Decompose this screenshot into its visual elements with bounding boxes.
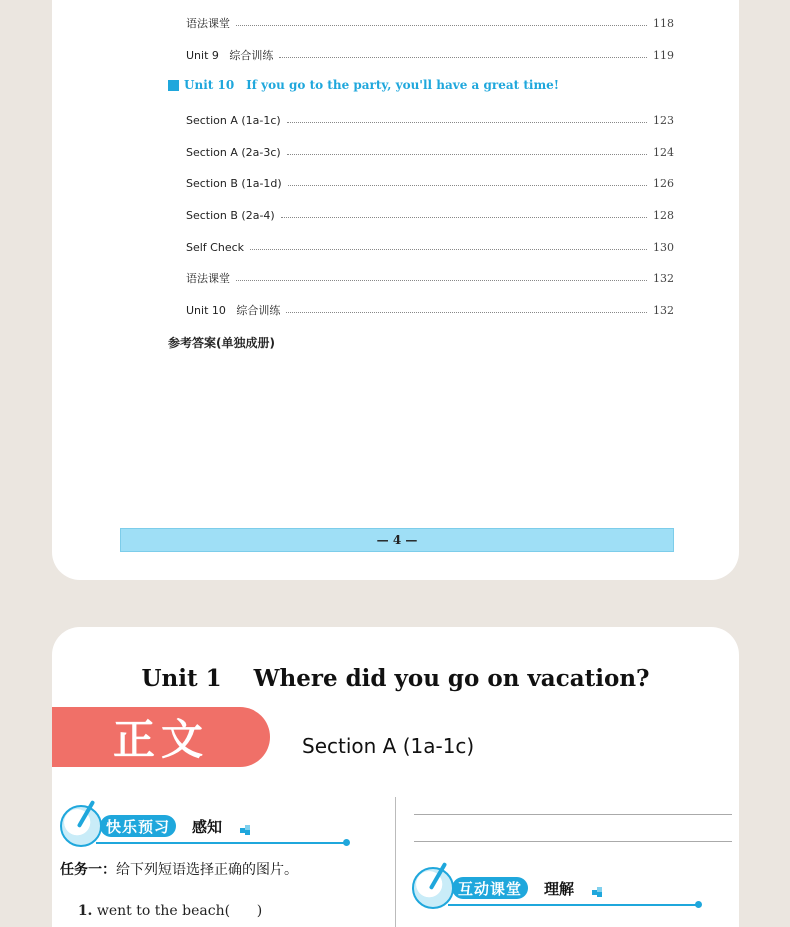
section-subtitle: Section A (1a-1c) [302, 734, 475, 758]
toc-row-label: Unit 10 综合训练 [186, 304, 281, 317]
preview-banner [60, 805, 350, 845]
leader-dots [281, 217, 647, 218]
leader-dots [279, 57, 647, 58]
toc-row-label: Section B (2a-4) [186, 208, 275, 222]
banner-tail: 理解 [544, 880, 575, 898]
column-divider [395, 797, 396, 927]
question-number: 1. [77, 903, 93, 919]
answer-line [414, 814, 732, 815]
banner-tail: 感知 [192, 818, 223, 836]
unit-title: If you go to the party, you'll have a great time! [246, 78, 560, 92]
question-text: went to the beach( ) [96, 903, 263, 919]
section-tab-label: 正文 [112, 715, 209, 764]
unit-heading[interactable] [168, 78, 559, 92]
toc-row[interactable] [186, 46, 674, 64]
end-dot [695, 901, 702, 908]
squares-icon [592, 887, 602, 897]
leader-dots [286, 312, 647, 313]
toc-row-page: 118 [653, 16, 674, 30]
banner-pill: 互动课堂 [452, 877, 528, 899]
leader-dots [236, 25, 647, 26]
leader-dots [236, 280, 647, 281]
banner-pill: 快乐预习 [100, 815, 176, 837]
square-bullet-icon [168, 80, 179, 91]
toc-row-label: Section A (2a-3c) [186, 145, 281, 159]
toc-row-page: 132 [653, 303, 674, 317]
leader-dots [250, 249, 647, 250]
question-item[interactable] [60, 887, 262, 927]
toc-row[interactable] [186, 111, 674, 129]
leader-dots [287, 122, 647, 123]
answer-key-note: 参考答案(单独成册) [168, 336, 275, 350]
toc-page [52, 0, 739, 580]
toc-row-page: 124 [653, 145, 674, 159]
toc-row[interactable] [186, 206, 674, 224]
page-number: — 4 — [376, 533, 418, 547]
task-instruction [60, 859, 298, 879]
toc-row-label: Section B (1a-1d) [186, 176, 282, 190]
end-dot [343, 839, 350, 846]
lesson-page [52, 627, 739, 927]
toc-row[interactable] [186, 143, 674, 161]
underline-rule [96, 842, 346, 844]
toc-row-page: 119 [653, 48, 674, 62]
interactive-banner [412, 867, 712, 907]
toc-row[interactable] [186, 238, 674, 256]
squares-icon [240, 825, 250, 835]
task-text: 给下列短语选择正确的图片。 [116, 862, 298, 878]
page-number-bar [120, 528, 674, 552]
underline-rule [448, 904, 698, 906]
answer-line [414, 841, 732, 842]
toc-row[interactable] [186, 14, 674, 32]
toc-row[interactable] [186, 174, 674, 192]
toc-row-label: 语法课堂 [186, 17, 230, 30]
toc-row-label: Unit 9 综合训练 [186, 49, 274, 62]
toc-row-page: 128 [653, 208, 674, 222]
page-title: Unit 1 Where did you go on vacation? [141, 665, 650, 692]
section-tab [52, 707, 270, 767]
toc-row[interactable] [186, 301, 674, 319]
toc-row-label: Section A (1a-1c) [186, 113, 281, 127]
toc-row-label: Self Check [186, 240, 245, 254]
toc-row-label: 语法课堂 [186, 272, 230, 285]
unit-number: Unit 10 [184, 78, 235, 92]
leader-dots [288, 185, 647, 186]
task-label: 任务一： [60, 862, 116, 878]
toc-row[interactable] [186, 269, 674, 287]
toc-row-page: 126 [653, 176, 674, 190]
leader-dots [287, 154, 647, 155]
toc-row-page: 132 [653, 271, 674, 285]
toc-row-page: 123 [653, 113, 674, 127]
toc-row-page: 130 [653, 240, 674, 254]
